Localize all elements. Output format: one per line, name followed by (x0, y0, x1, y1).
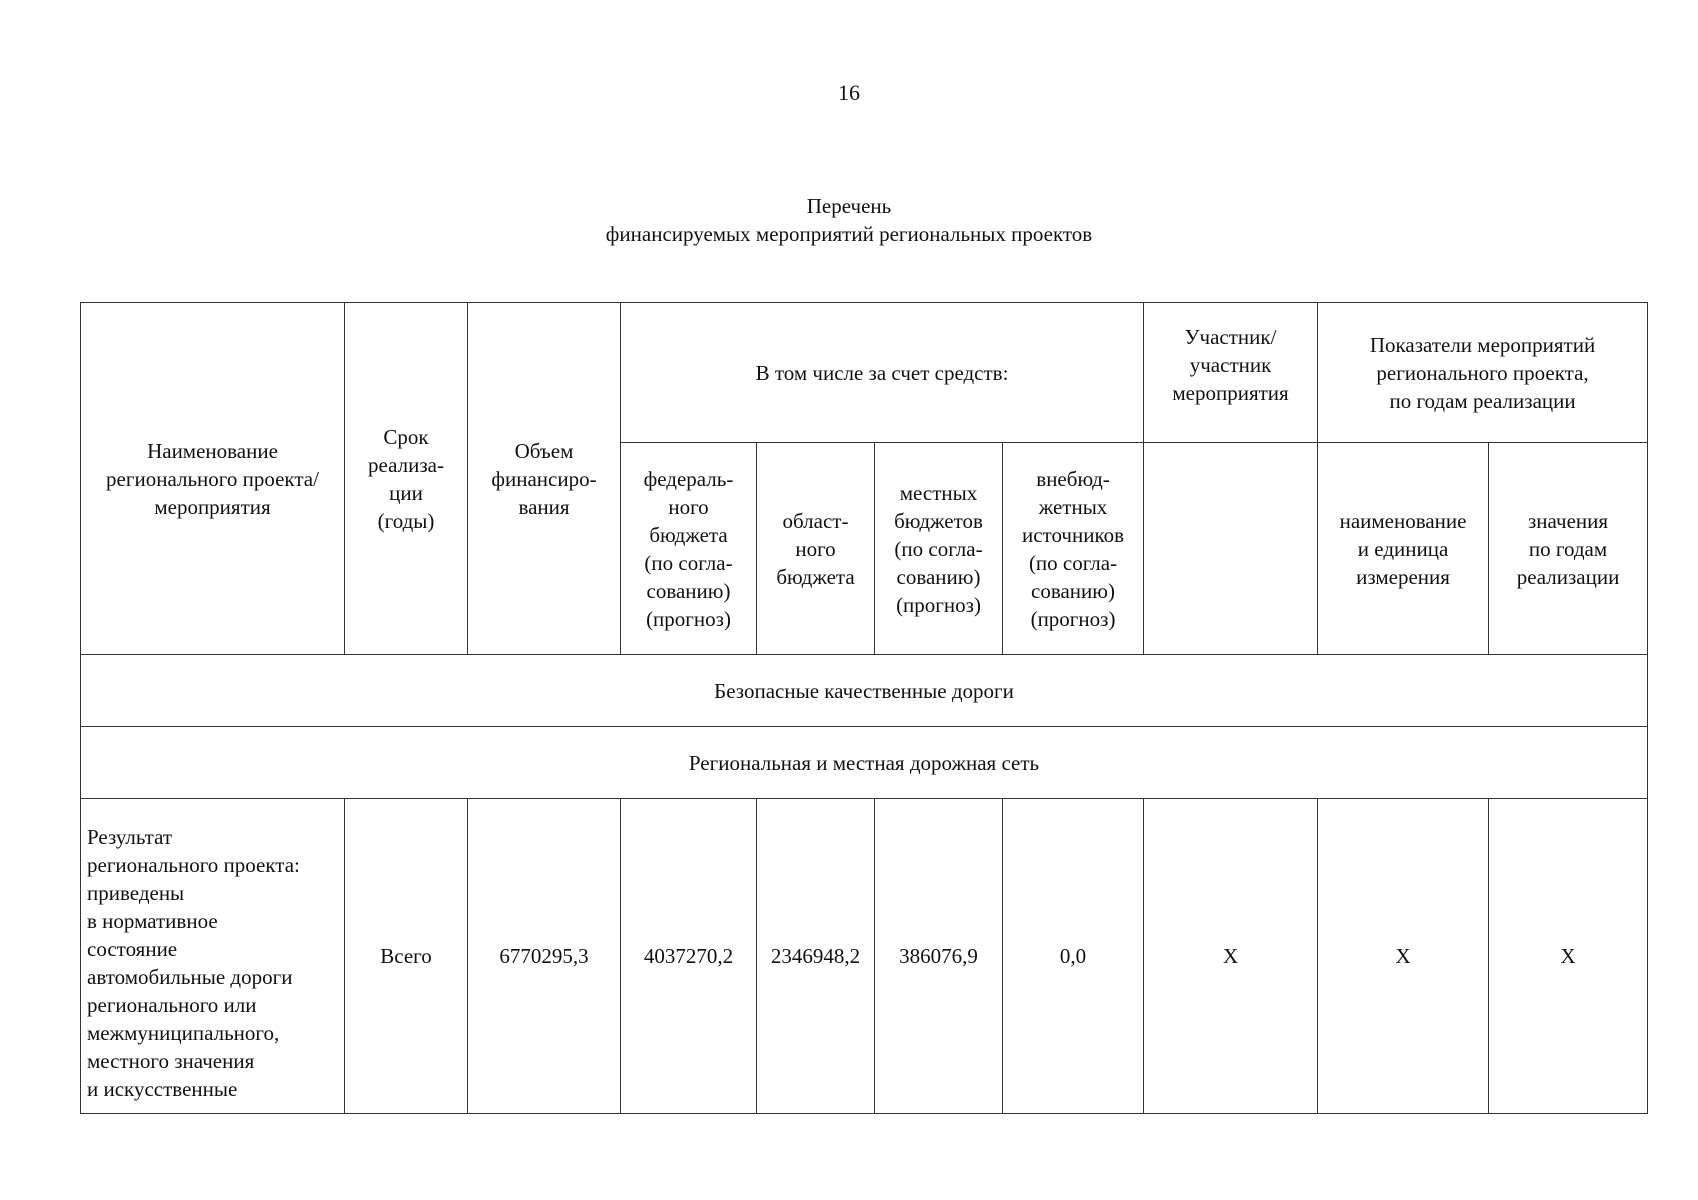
page-number: 16 (838, 80, 860, 105)
header-volume: Объем финансиро- вания (468, 303, 621, 655)
subsection-title: Региональная и местная дорожная сеть (81, 727, 1648, 799)
header-participant: Участник/ участник мероприятия (1144, 303, 1318, 443)
header-indicator-values: значения по годам реализации (1489, 443, 1648, 655)
header-regional: област- ного бюджета (757, 443, 875, 655)
row-extrabudget: 0,0 (1003, 799, 1144, 1114)
table-row (81, 799, 1648, 1114)
row-indicator-values: Х (1489, 799, 1648, 1114)
header-participant-empty (1144, 443, 1318, 655)
header-extrabudget: внебюд- жетных источников (по согла- сованию) (прогноз) (1003, 443, 1144, 655)
header-term: Срок реализа- ции (годы) (345, 303, 468, 655)
row-indicator-name: Х (1318, 799, 1489, 1114)
row-term: Всего (345, 799, 468, 1114)
header-name: Наименование регионального проекта/ мероприятия (81, 303, 345, 655)
financing-table (80, 302, 1648, 1114)
row-volume: 6770295,3 (468, 799, 621, 1114)
section-title: Безопасные качественные дороги (81, 655, 1648, 727)
header-local: местных бюджетов (по согла- сованию) (прогноз) (875, 443, 1003, 655)
title-line-1: Перечень (806, 194, 892, 218)
row-regional: 2346948,2 (757, 799, 875, 1114)
document-title (0, 192, 1698, 248)
header-federal: федераль- ного бюджета (по согла- сованию) (прогноз) (621, 443, 757, 655)
header-row-1 (81, 303, 1648, 443)
header-including: В том числе за счет средств: (621, 303, 1144, 443)
row-name: Результат регионального проекта: приведены в нормативное состояние автомобильные дороги регионального или межмуниципального, местного значения и искусственные (81, 799, 345, 1114)
header-indicators: Показатели мероприятий регионального проекта, по годам реализации (1318, 303, 1648, 443)
section-row (81, 655, 1648, 727)
row-federal: 4037270,2 (621, 799, 757, 1114)
header-indicator-name: наименование и единица измерения (1318, 443, 1489, 655)
subsection-row (81, 727, 1648, 799)
title-line-2: финансируемых мероприятий региональных проектов (605, 222, 1093, 246)
row-participant: Х (1144, 799, 1318, 1114)
row-local: 386076,9 (875, 799, 1003, 1114)
